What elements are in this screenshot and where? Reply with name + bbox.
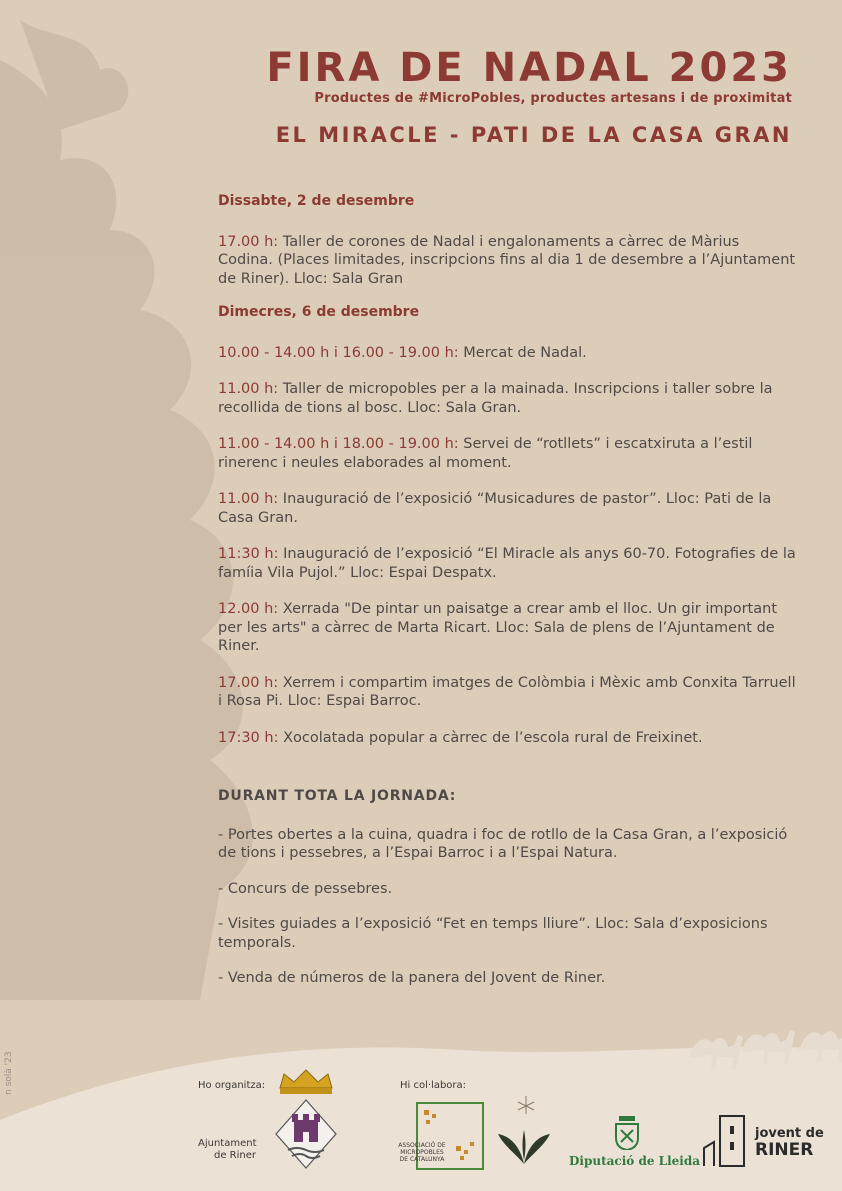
micropobles-line: MICROPOBLES bbox=[400, 1149, 444, 1156]
event-entry bbox=[218, 344, 798, 363]
event-entry bbox=[218, 674, 798, 711]
event-time: 11.00 h: bbox=[218, 381, 279, 397]
micropobles-logo-text bbox=[388, 1142, 456, 1163]
event-title: FIRA DE NADAL 2023 bbox=[266, 45, 792, 91]
all-day-heading: DURANT TOTA LA JORNADA: bbox=[218, 788, 457, 804]
event-time: 11.00 h: bbox=[218, 491, 279, 507]
event-time: 12.00 h: bbox=[218, 601, 279, 617]
event-entry bbox=[218, 729, 798, 748]
micropobles-line: ASSOCIACIÓ DE bbox=[398, 1142, 446, 1149]
event-time: 17.00 h: bbox=[218, 674, 279, 691]
event-text: Mercat de Nadal. bbox=[458, 344, 587, 361]
all-day-item: - Portes obertes a la cuina, quadra i foc de rotllo de la Casa Gran, a l’exposició de tions i pessebres, a l’Espai Barroc i a l’Espai Natura. bbox=[218, 826, 788, 861]
event-subtitle: Productes de #MicroPobles, productes artesans i de proximitat bbox=[314, 91, 792, 106]
jovent-logo-icon bbox=[700, 1112, 752, 1168]
event-time: 17:30 h: bbox=[218, 729, 279, 746]
event-text: Inauguració de l’exposició “El Miracle als anys 60-70. Fotografies de la famíia Vila Pujol.” Lloc: Espai Despatx. bbox=[218, 546, 796, 581]
event-text: Servei de “rotllets” i escatxiruta a l’estil rinerenc i neules elaborades al moment. bbox=[218, 436, 753, 471]
event-text: Taller de corones de Nadal i engalonaments a càrrec de Màrius Codina. (Places limitades, inscripcions fins al dia 1 de desembre a l’Ajuntament de Riner). Lloc: Sala Gran bbox=[218, 233, 796, 287]
event-entry bbox=[218, 600, 798, 656]
event-entry bbox=[218, 380, 798, 417]
micropobles-line: DE CATALUNYA bbox=[399, 1156, 445, 1163]
riner-coat-of-arms-icon bbox=[270, 1068, 342, 1176]
event-text: Taller de micropobles per a la mainada. Inscripcions i taller sobre la recollida de tions al bosc. Lloc: Sala Gran. bbox=[218, 381, 773, 416]
day-heading-wednesday: Dimecres, 6 de desembre bbox=[218, 304, 420, 320]
plant-logo-icon bbox=[496, 1094, 552, 1168]
event-location: EL MIRACLE - PATI DE LA CASA GRAN bbox=[275, 123, 792, 147]
day-heading-saturday: Dissabte, 2 de desembre bbox=[218, 193, 415, 209]
all-day-item: - Visites guiades a l’exposició “Fet en temps lliure”. Lloc: Sala d’exposicions temporals. bbox=[218, 916, 768, 951]
event-time: 17.00 h: bbox=[218, 233, 279, 250]
event-time: 10.00 - 14.00 h i 16.00 - 19.00 h: bbox=[218, 344, 459, 361]
event-entry bbox=[218, 435, 798, 472]
jovent-name-line: jovent de bbox=[755, 1126, 824, 1141]
event-time: 11.00 - 14.00 h i 18.00 - 19.00 h: bbox=[218, 436, 459, 452]
event-entry bbox=[218, 490, 798, 527]
diputacio-shield-icon bbox=[614, 1116, 640, 1150]
event-entry bbox=[218, 545, 798, 582]
organizer-name-line: de Riner bbox=[213, 1150, 256, 1161]
event-entry bbox=[218, 233, 798, 289]
organizer-label: Ho organitza: bbox=[198, 1080, 266, 1091]
event-text: Xocolatada popular a càrrec de l’escola rural de Freixinet. bbox=[278, 729, 703, 746]
organizer-name bbox=[198, 1138, 256, 1162]
diputacio-name: Diputació de Lleida bbox=[569, 1154, 701, 1168]
all-day-item: - Concurs de pessebres. bbox=[218, 880, 393, 897]
all-day-item: - Venda de números de la panera del Jovent de Riner. bbox=[218, 970, 606, 986]
event-time: 11:30 h: bbox=[218, 546, 279, 562]
event-text: Xerrem i compartim imatges de Colòmbia i Mèxic amb Conxita Tarruell i Rosa Pi. Lloc: Espai Barroc. bbox=[218, 674, 796, 709]
organizer-name-line: Ajuntament bbox=[198, 1138, 257, 1149]
collaborators-label: Hi col·labora: bbox=[400, 1080, 467, 1091]
event-text: Inauguració de l’exposició “Musicadures de pastor”. Lloc: Pati de la Casa Gran. bbox=[218, 491, 772, 526]
event-text: Xerrada "De pintar un paisatge a crear amb el lloc. Un gir important per les arts" a càrrec de Marta Ricart. Lloc: Sala de plens de l’Ajuntament de Riner. bbox=[218, 601, 778, 654]
jovent-name-line: RINER bbox=[755, 1140, 814, 1160]
program bbox=[218, 192, 798, 1005]
illustrator-credit: n solà '23 bbox=[4, 1051, 14, 1095]
